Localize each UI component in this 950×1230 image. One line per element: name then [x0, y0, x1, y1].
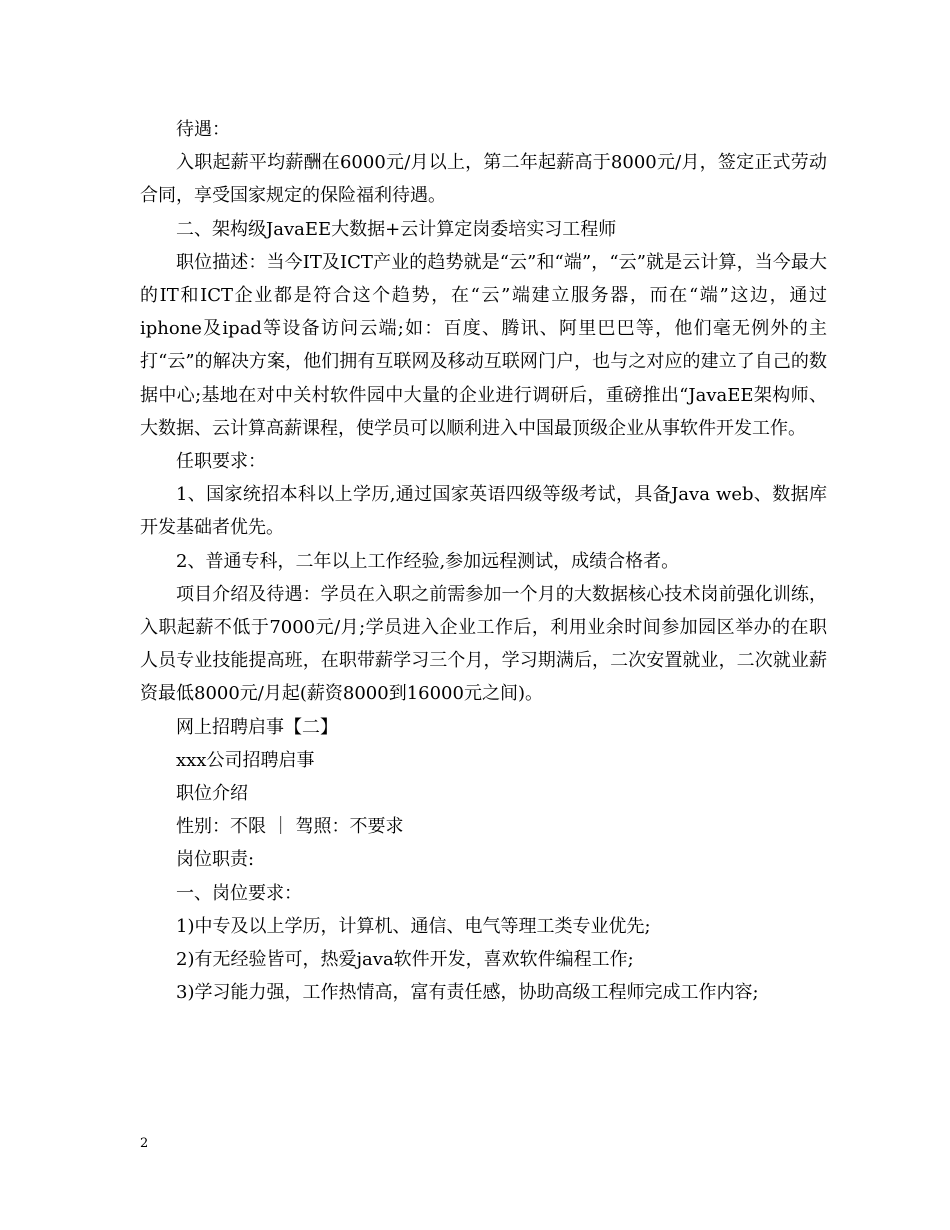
paragraph: 二、架构级JavaEE大数据+云计算定岗委培实习工程师 — [176, 218, 617, 240]
paragraph: 职位描述：当今IT及ICT产业的趋势就是“云”和“端”，“云”就是云计算，当今最大的IT和ICT企业都是符合这个趋势，在“云”端建立服务器，而在“端”这边，通过iphone及ipad等设备访问云端;如：百度、腾讯、阿里巴巴等，他们毫无例外的主打“云”的解决方案，他们拥有互联网及移动互联网门户，也与之对应的建立了自己的数据中心;基地在对中关村软件园中大量的企业进行调研后，重磅推出“JavaEE架构师、大数据、云计算高薪课程，使学员可以顺利进入中国最顶级企业从事软件开发工作。 — [140, 251, 827, 439]
paragraph: 入职起薪平均薪酬在6000元/月以上，第二年起薪高于8000元/月，签定正式劳动合同，享受国家规定的保险福利待遇。 — [140, 152, 827, 207]
paragraph: 网上招聘启事【二】 — [176, 716, 338, 738]
paragraph: 一、岗位要求： — [176, 882, 302, 904]
paragraph: 性别：不限 ｜ 驾照：不要求 — [176, 816, 404, 838]
paragraph: 任职要求： — [176, 451, 266, 473]
paragraph: 岗位职责: — [176, 849, 255, 871]
page-number: 2 — [140, 1136, 149, 1151]
paragraph: 1、国家统招本科以上学历,通过国家英语四级等级考试，具备Java web、数据库开发基础者优先。 — [140, 484, 827, 539]
paragraph: 1)中专及以上学历，计算机、通信、电气等理工类专业优先; — [176, 915, 651, 937]
paragraph: 2、普通专科，二年以上工作经验,参加远程测试，成绩合格者。 — [176, 550, 680, 572]
paragraph: 3)学习能力强，工作热情高，富有责任感，协助高级工程师完成工作内容; — [176, 982, 759, 1004]
paragraph: 2)有无经验皆可，热爱java软件开发，喜欢软件编程工作; — [176, 949, 634, 971]
paragraph: 待遇： — [176, 119, 230, 140]
paragraph: xxx公司招聘启事 — [176, 749, 315, 771]
paragraph: 项目介绍及待遇：学员在入职之前需参加一个月的大数据核心技术岗前强化训练，入职起薪不低于7000元/月;学员进入企业工作后，利用业余时间参加园区举办的在职人员专业技能提高班，在职带薪学习三个月，学习期满后，二次安置就业，二次就业薪资最低8000元/月起(薪资8000到16000元之间)。 — [140, 583, 827, 705]
paragraph: 职位介绍 — [176, 783, 248, 805]
document-body — [140, 113, 827, 1009]
